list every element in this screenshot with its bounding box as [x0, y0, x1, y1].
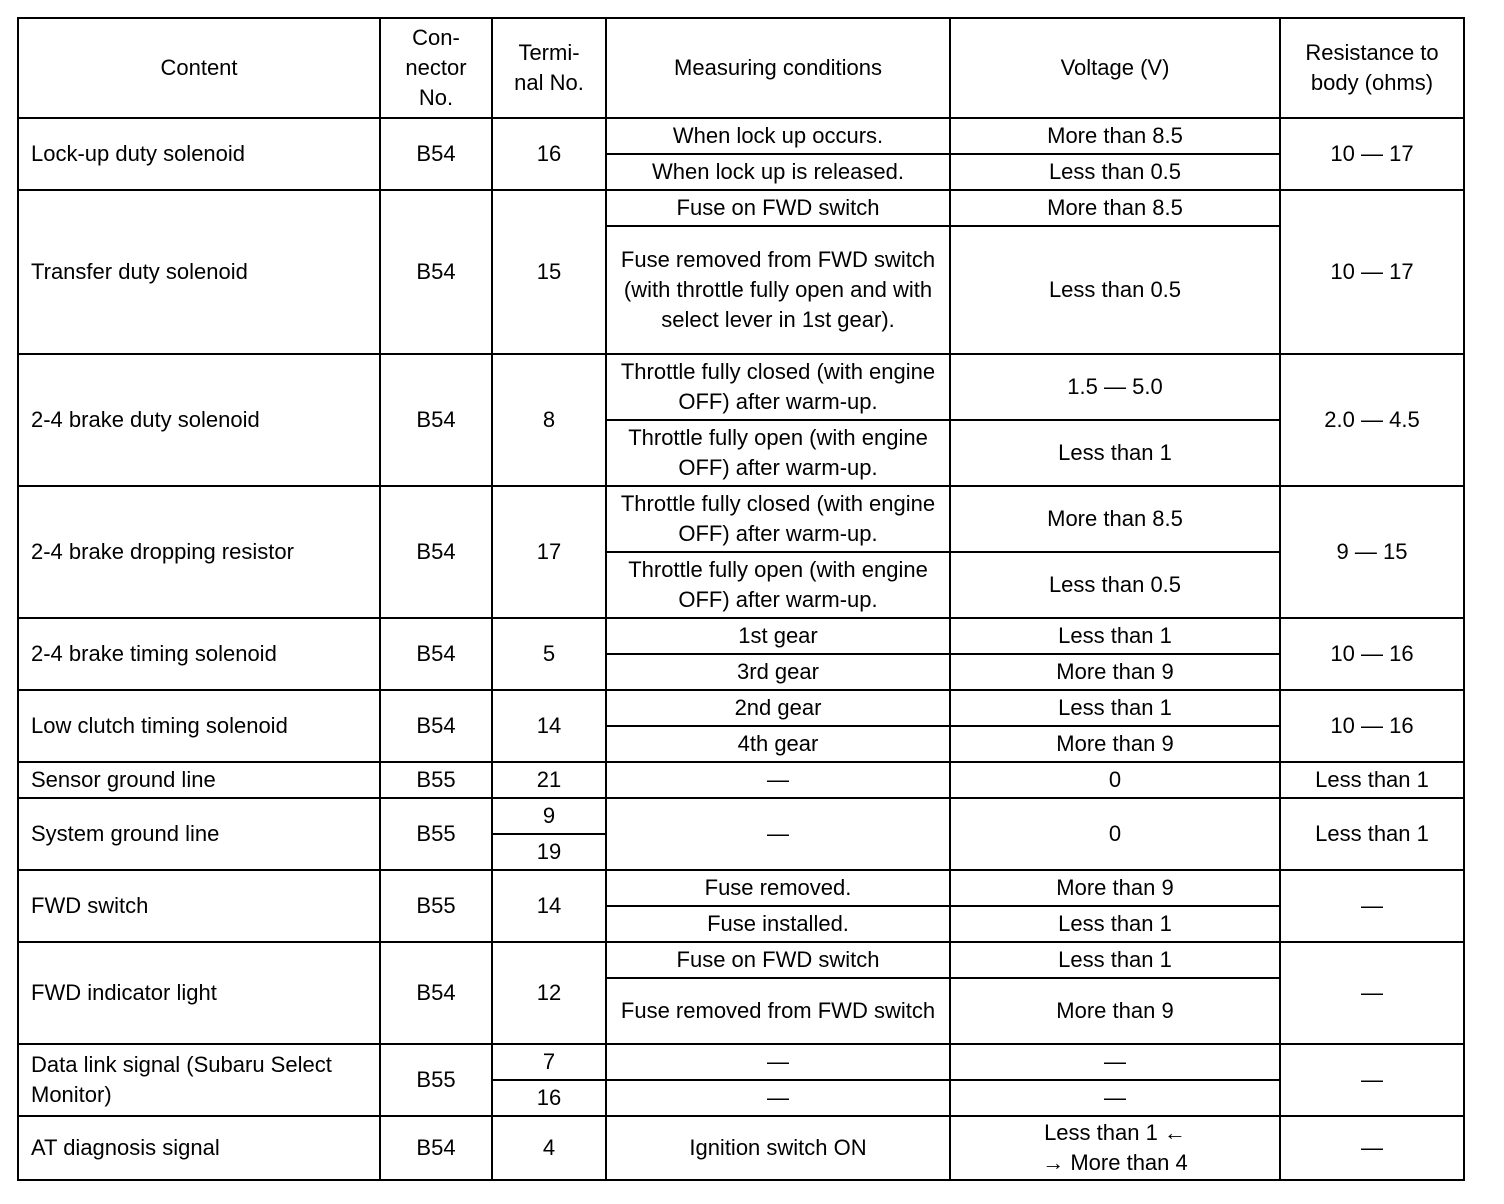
row-terminal: 12	[492, 942, 606, 1044]
row-connector: B54	[380, 190, 492, 354]
row-content: AT diagnosis signal	[18, 1116, 380, 1180]
row-resistance: —	[1280, 942, 1464, 1044]
spec-table	[17, 17, 1465, 1181]
row-voltage: More than 9	[950, 726, 1280, 762]
row-condition: Ignition switch ON	[606, 1116, 950, 1180]
row-terminal: 9	[492, 798, 606, 834]
table-row	[18, 486, 1464, 552]
row-voltage: 1.5 — 5.0	[950, 354, 1280, 420]
row-resistance: —	[1280, 1116, 1464, 1180]
row-connector: B54	[380, 354, 492, 486]
row-content: 2-4 brake timing solenoid	[18, 618, 380, 690]
table-row	[18, 190, 1464, 226]
row-terminal: 15	[492, 190, 606, 354]
row-terminal: 19	[492, 834, 606, 870]
table-row	[18, 798, 1464, 834]
row-voltage: Less than 1 ← → More than 4	[950, 1116, 1280, 1180]
row-condition: Fuse removed.	[606, 870, 950, 906]
row-condition: 1st gear	[606, 618, 950, 654]
row-voltage: Less than 0.5	[950, 154, 1280, 190]
table-row	[18, 618, 1464, 654]
row-voltage: 0	[950, 762, 1280, 798]
row-resistance: 10 — 17	[1280, 118, 1464, 190]
row-resistance: 9 — 15	[1280, 486, 1464, 618]
row-connector: B54	[380, 942, 492, 1044]
header-voltage: Voltage (V)	[950, 18, 1280, 118]
row-resistance: 10 — 16	[1280, 690, 1464, 762]
row-voltage: Less than 1	[950, 906, 1280, 942]
row-condition: When lock up is released.	[606, 154, 950, 190]
header-resistance: Resistance to body (ohms)	[1280, 18, 1464, 118]
row-voltage: 0	[950, 798, 1280, 870]
row-terminal: 5	[492, 618, 606, 690]
row-voltage: —	[950, 1080, 1280, 1116]
row-condition: —	[606, 1044, 950, 1080]
row-terminal: 17	[492, 486, 606, 618]
row-content: Lock-up duty solenoid	[18, 118, 380, 190]
row-content: 2-4 brake dropping resistor	[18, 486, 380, 618]
row-voltage: —	[950, 1044, 1280, 1080]
row-voltage: More than 8.5	[950, 118, 1280, 154]
row-resistance: 2.0 — 4.5	[1280, 354, 1464, 486]
row-resistance: 10 — 16	[1280, 618, 1464, 690]
header-connector: Con- nector No.	[380, 18, 492, 118]
row-condition: Throttle fully open (with engine OFF) after warm-up.	[606, 552, 950, 618]
row-voltage: More than 8.5	[950, 190, 1280, 226]
table-row	[18, 690, 1464, 726]
row-condition: Throttle fully closed (with engine OFF) after warm-up.	[606, 354, 950, 420]
row-connector: B55	[380, 1044, 492, 1116]
row-terminal: 7	[492, 1044, 606, 1080]
row-condition: Throttle fully closed (with engine OFF) after warm-up.	[606, 486, 950, 552]
header-conditions: Measuring conditions	[606, 18, 950, 118]
row-connector: B54	[380, 118, 492, 190]
row-voltage: More than 8.5	[950, 486, 1280, 552]
table-row	[18, 762, 1464, 798]
row-terminal: 16	[492, 1080, 606, 1116]
row-connector: B55	[380, 762, 492, 798]
header-row	[18, 18, 1464, 118]
table-row	[18, 1116, 1464, 1180]
row-content: 2-4 brake duty solenoid	[18, 354, 380, 486]
row-resistance: —	[1280, 1044, 1464, 1116]
spec-table-container	[17, 17, 1465, 1181]
row-terminal: 8	[492, 354, 606, 486]
table-row	[18, 942, 1464, 978]
row-connector: B54	[380, 1116, 492, 1180]
row-condition: Fuse removed from FWD switch	[606, 978, 950, 1044]
row-condition: Fuse on FWD switch	[606, 942, 950, 978]
row-resistance: —	[1280, 870, 1464, 942]
row-condition: —	[606, 798, 950, 870]
row-condition: Fuse installed.	[606, 906, 950, 942]
row-terminal: 16	[492, 118, 606, 190]
row-terminal: 21	[492, 762, 606, 798]
row-terminal: 14	[492, 690, 606, 762]
row-content: Sensor ground line	[18, 762, 380, 798]
row-resistance: Less than 1	[1280, 798, 1464, 870]
row-condition: 3rd gear	[606, 654, 950, 690]
row-condition: —	[606, 1080, 950, 1116]
row-resistance: Less than 1	[1280, 762, 1464, 798]
row-voltage: Less than 1	[950, 420, 1280, 486]
row-condition: Fuse removed from FWD switch (with throttle fully open and with select lever in 1st gear).	[606, 226, 950, 354]
row-connector: B54	[380, 486, 492, 618]
row-voltage: More than 9	[950, 654, 1280, 690]
row-voltage: More than 9	[950, 978, 1280, 1044]
row-condition: 2nd gear	[606, 690, 950, 726]
row-condition: When lock up occurs.	[606, 118, 950, 154]
row-content: FWD indicator light	[18, 942, 380, 1044]
row-content: Low clutch timing solenoid	[18, 690, 380, 762]
row-voltage: Less than 1	[950, 618, 1280, 654]
header-terminal: Termi- nal No.	[492, 18, 606, 118]
row-connector: B55	[380, 870, 492, 942]
row-condition: —	[606, 762, 950, 798]
row-connector: B55	[380, 798, 492, 870]
row-condition: Throttle fully open (with engine OFF) after warm-up.	[606, 420, 950, 486]
row-condition: 4th gear	[606, 726, 950, 762]
table-row	[18, 1044, 1464, 1080]
row-voltage: Less than 0.5	[950, 552, 1280, 618]
row-voltage: Less than 0.5	[950, 226, 1280, 354]
row-terminal: 4	[492, 1116, 606, 1180]
table-row	[18, 118, 1464, 154]
row-content: Data link signal (Subaru Select Monitor)	[18, 1044, 380, 1116]
row-content: Transfer duty solenoid	[18, 190, 380, 354]
row-resistance: 10 — 17	[1280, 190, 1464, 354]
row-condition: Fuse on FWD switch	[606, 190, 950, 226]
table-row	[18, 354, 1464, 420]
row-connector: B54	[380, 690, 492, 762]
row-voltage: Less than 1	[950, 942, 1280, 978]
row-voltage: Less than 1	[950, 690, 1280, 726]
table-row	[18, 870, 1464, 906]
row-voltage: More than 9	[950, 870, 1280, 906]
row-connector: B54	[380, 618, 492, 690]
row-content: FWD switch	[18, 870, 380, 942]
row-terminal: 14	[492, 870, 606, 942]
header-content: Content	[18, 18, 380, 118]
row-content: System ground line	[18, 798, 380, 870]
